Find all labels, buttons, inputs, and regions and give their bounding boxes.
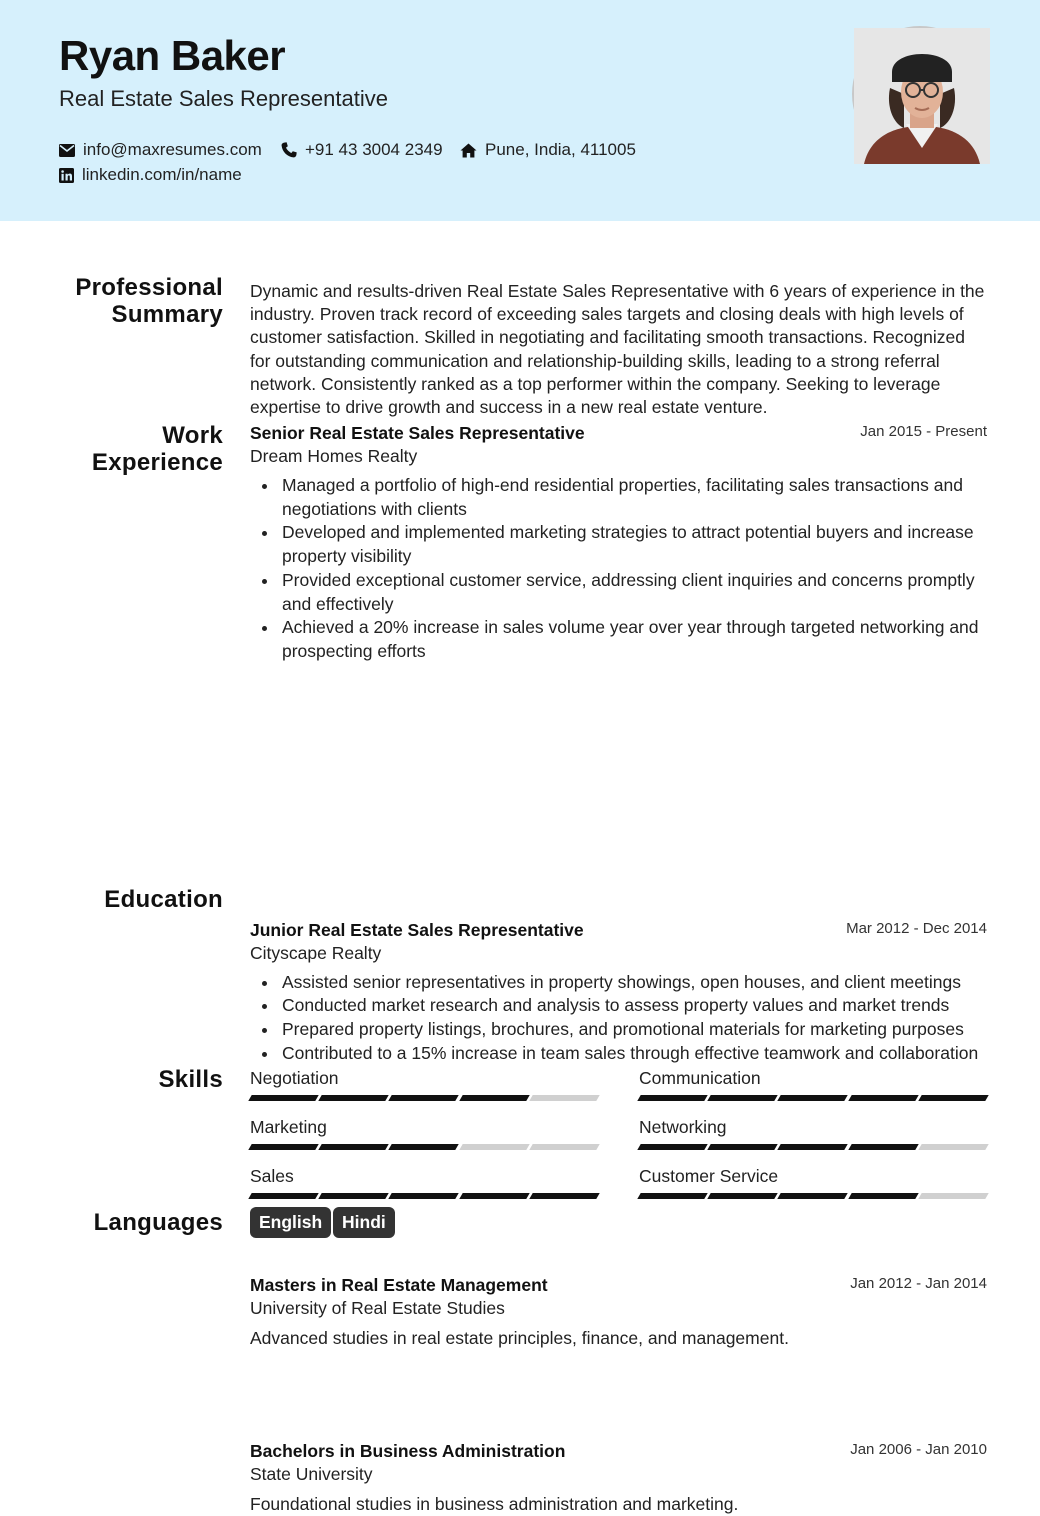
- contact-address: [460, 140, 636, 160]
- skill-segment-empty: [459, 1144, 530, 1150]
- job-bullet: Assisted senior representatives in property showings, open houses, and client meetings: [282, 971, 987, 995]
- skill-segment-filled: [389, 1193, 460, 1199]
- linkedin-text: linkedin.com/in/name: [82, 165, 242, 184]
- skill-segment-filled: [707, 1193, 778, 1199]
- skill-name: Communication: [639, 1068, 761, 1088]
- job-bullets: [250, 474, 987, 664]
- job-bullet: Provided exceptional customer service, addressing client inquiries and concerns promptly and effectively: [282, 569, 987, 616]
- linkedin-icon: [59, 168, 74, 183]
- education-dates: Jan 2006 - Jan 2010: [850, 1441, 987, 1459]
- education-entry: [250, 1440, 987, 1516]
- degree-title: Masters in Real Estate Management: [250, 1275, 548, 1296]
- contact-phone[interactable]: [281, 140, 443, 160]
- skill-name: Sales: [250, 1166, 294, 1186]
- address-text: Pune, India, 411005: [485, 140, 636, 159]
- skill-segment-filled: [637, 1095, 708, 1101]
- skill-segment-filled: [318, 1144, 389, 1150]
- language-badge: English: [250, 1207, 331, 1238]
- skill-segment-filled: [248, 1095, 319, 1101]
- skill-item: [250, 1165, 598, 1199]
- skill-segment-empty: [918, 1193, 989, 1199]
- contact-email[interactable]: [59, 140, 262, 160]
- job-dates: Mar 2012 - Dec 2014: [846, 919, 987, 937]
- company-name: Cityscape Realty: [250, 942, 382, 963]
- skill-level-bar: [639, 1144, 987, 1150]
- candidate-name: Ryan Baker: [59, 32, 286, 79]
- skill-segment-filled: [459, 1193, 530, 1199]
- job-title: Senior Real Estate Sales Representative: [250, 423, 585, 443]
- skill-level-bar: [250, 1193, 598, 1199]
- section-title-skills: Skills: [158, 1066, 223, 1093]
- job-bullet: Conducted market research and analysis to assess property values and market trends: [282, 994, 987, 1018]
- skill-segment-filled: [848, 1193, 919, 1199]
- skill-segment-filled: [318, 1193, 389, 1199]
- skill-segment-filled: [778, 1095, 849, 1101]
- skill-level-bar: [250, 1144, 598, 1150]
- skill-item: [639, 1067, 987, 1101]
- skill-item: [639, 1165, 987, 1199]
- education-description: Advanced studies in real estate principles, finance, and management.: [250, 1328, 789, 1349]
- summary-text: Dynamic and results-driven Real Estate Sales Representative with 6 years of experience in the industry. Proven track record of exceeding sales targets and closing deals with high levels of customer satisfaction. Skilled in negotiating and facilitating smooth transactions. Recognized for outstanding communication and relationship-building skills, leading to a strong referral network. Consistently ranked as a top performer within the company. Seeking to leverage expertise to drive growth and success in a new real estate venture.: [250, 281, 985, 418]
- job-bullet: Achieved a 20% increase in sales volume year over year through targeted networking and prospecting efforts: [282, 616, 987, 663]
- skill-segment-filled: [778, 1193, 849, 1199]
- skill-name: Customer Service: [639, 1166, 779, 1186]
- skill-level-bar: [639, 1095, 987, 1101]
- skill-name: Negotiation: [250, 1068, 339, 1088]
- job-bullet: Prepared property listings, brochures, and promotional materials for marketing purposes: [282, 1018, 987, 1042]
- skill-level-bar: [639, 1193, 987, 1199]
- education-dates: Jan 2012 - Jan 2014: [850, 1275, 987, 1293]
- skill-segment-filled: [707, 1095, 778, 1101]
- email-text: info@maxresumes.com: [83, 140, 262, 159]
- skill-segment-filled: [637, 1144, 708, 1150]
- skill-segment-filled: [778, 1144, 849, 1150]
- job-bullet: Managed a portfolio of high-end residential properties, facilitating sales transactions and negotiations with clients: [282, 474, 987, 521]
- job-bullet: Developed and implemented marketing strategies to attract potential buyers and increase property visibility: [282, 521, 987, 568]
- skill-name: Marketing: [250, 1117, 327, 1137]
- skill-item: [250, 1116, 598, 1150]
- skill-segment-filled: [529, 1193, 600, 1199]
- skill-item: [250, 1067, 598, 1101]
- job-bullet: Contributed to a 15% increase in team sales through effective teamwork and collaboration: [282, 1042, 987, 1066]
- skill-segment-filled: [459, 1095, 530, 1101]
- phone-icon: [281, 142, 297, 158]
- experience-entry: [250, 919, 987, 1066]
- skill-segment-filled: [918, 1095, 989, 1101]
- section-title-languages: Languages: [93, 1209, 223, 1236]
- job-bullets: [250, 971, 987, 1066]
- skill-segment-empty: [529, 1095, 600, 1101]
- phone-text: +91 43 3004 2349: [305, 140, 443, 159]
- profile-photo: [852, 26, 988, 162]
- section-title-education: Education: [104, 886, 223, 913]
- skill-segment-filled: [248, 1193, 319, 1199]
- skill-segment-filled: [848, 1095, 919, 1101]
- skill-segment-empty: [529, 1144, 600, 1150]
- skill-item: [639, 1116, 987, 1150]
- resume-header: [0, 0, 1040, 221]
- skill-segment-filled: [637, 1193, 708, 1199]
- school-name: University of Real Estate Studies: [250, 1298, 505, 1319]
- envelope-icon: [59, 144, 75, 157]
- skill-segment-empty: [918, 1144, 989, 1150]
- skill-segment-filled: [848, 1144, 919, 1150]
- contact-linkedin[interactable]: [59, 165, 242, 185]
- degree-title: Bachelors in Business Administration: [250, 1441, 566, 1462]
- job-title: Junior Real Estate Sales Representative: [250, 919, 584, 940]
- skill-segment-filled: [389, 1144, 460, 1150]
- education-description: Foundational studies in business administration and marketing.: [250, 1494, 739, 1515]
- language-badge: Hindi: [333, 1207, 395, 1238]
- skill-segment-filled: [707, 1144, 778, 1150]
- education-entry: [250, 1274, 987, 1350]
- home-icon: [460, 143, 477, 158]
- skill-name: Networking: [639, 1117, 727, 1137]
- section-title-summary: Professional Summary: [75, 274, 223, 328]
- candidate-title: Real Estate Sales Representative: [59, 86, 388, 111]
- section-title-experience: Work Experience: [91, 422, 223, 476]
- company-name: Dream Homes Realty: [250, 446, 418, 466]
- job-dates: Jan 2015 - Present: [860, 423, 987, 440]
- skill-segment-filled: [248, 1144, 319, 1150]
- experience-entry: [250, 422, 987, 664]
- school-name: State University: [250, 1464, 373, 1485]
- skill-segment-filled: [318, 1095, 389, 1101]
- skill-segment-filled: [389, 1095, 460, 1101]
- skill-level-bar: [250, 1095, 598, 1101]
